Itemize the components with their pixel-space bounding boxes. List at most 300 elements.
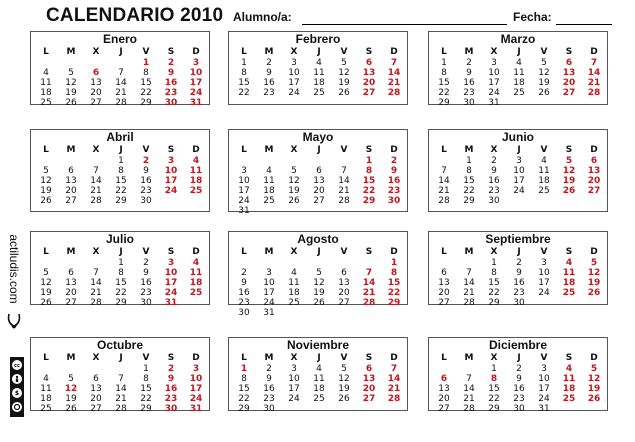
day: 29: [488, 298, 500, 308]
weekday-header: D: [192, 47, 200, 57]
month-abril: [30, 129, 210, 212]
day-holiday: 21: [362, 288, 376, 298]
month-octubre: [30, 337, 210, 414]
day: 4: [541, 156, 547, 166]
day: 10: [238, 176, 250, 186]
day: 1: [441, 58, 447, 68]
weekday-header: L: [43, 47, 49, 57]
day-holiday: 7: [390, 364, 398, 374]
weekday-header: X: [92, 145, 100, 155]
day: 18: [40, 88, 52, 98]
day: 9: [143, 268, 149, 278]
day-holiday: 3: [167, 156, 175, 166]
day: 23: [513, 288, 525, 298]
weekday-header: V: [340, 145, 348, 155]
day-holiday: 7: [365, 268, 373, 278]
day-holiday: 1: [365, 156, 373, 166]
day-holiday: 25: [562, 288, 576, 298]
day: 2: [466, 58, 472, 68]
day: 30: [488, 196, 500, 206]
day-holiday: 18: [562, 384, 576, 394]
day: 14: [90, 176, 102, 186]
day: 12: [40, 176, 52, 186]
day: 7: [118, 374, 124, 384]
day: 22: [463, 186, 475, 196]
weekday-header: L: [441, 247, 447, 257]
weekday-header: L: [43, 145, 49, 155]
day: 15: [238, 384, 250, 394]
day: 9: [143, 166, 149, 176]
weekday-header: J: [517, 145, 521, 155]
day: 14: [90, 278, 102, 288]
day-holiday: 21: [387, 78, 401, 88]
weekday-header: D: [192, 145, 200, 155]
svg-text:cc: cc: [14, 363, 20, 369]
weekday-header: V: [142, 47, 150, 57]
weekday-header: J: [119, 47, 123, 57]
day: 20: [90, 88, 102, 98]
student-name-line: [302, 24, 507, 25]
day: 16: [463, 78, 475, 88]
day-holiday: 10: [164, 166, 178, 176]
day: 13: [90, 78, 102, 88]
day: 29: [438, 98, 450, 108]
weekday-header: D: [192, 353, 200, 363]
weekday-header: S: [167, 353, 175, 363]
weekday-header: X: [490, 247, 498, 257]
day-holiday: 3: [192, 364, 200, 374]
day-holiday: 4: [192, 156, 200, 166]
day: 8: [466, 166, 472, 176]
day-holiday: 3: [167, 258, 175, 268]
day: 15: [140, 78, 152, 88]
day: 3: [266, 268, 272, 278]
day-holiday: 15: [362, 176, 376, 186]
weekday-header: L: [241, 47, 247, 57]
day: 17: [238, 186, 250, 196]
day-holiday: 19: [562, 176, 576, 186]
weekday-header: J: [317, 145, 321, 155]
day: 15: [438, 78, 450, 88]
weekday-header: V: [340, 353, 348, 363]
day-holiday: 18: [189, 278, 203, 288]
day-holiday: 27: [362, 88, 376, 98]
day: 7: [93, 166, 99, 176]
weekday-header: L: [43, 247, 49, 257]
day-holiday: 30: [164, 98, 178, 108]
weekday-header: D: [590, 353, 598, 363]
day: 11: [288, 278, 300, 288]
month-enero: [30, 31, 210, 108]
month-name: Mayo: [302, 130, 334, 144]
day: 29: [463, 196, 475, 206]
day: 20: [90, 394, 102, 404]
day: 29: [488, 404, 500, 414]
day-holiday: 28: [362, 298, 376, 308]
day: 9: [491, 166, 497, 176]
day-holiday: 18: [189, 176, 203, 186]
day: 22: [238, 394, 250, 404]
weekday-header: D: [192, 247, 200, 257]
day: 8: [491, 268, 497, 278]
day: 8: [143, 68, 149, 78]
weekday-header: S: [365, 247, 373, 257]
day-holiday: 14: [362, 278, 376, 288]
day-holiday: 2: [142, 156, 150, 166]
day: 20: [65, 288, 77, 298]
month-noviembre: [228, 337, 408, 414]
weekday-header: D: [390, 47, 398, 57]
weekday-header: J: [517, 47, 521, 57]
day: 19: [338, 384, 350, 394]
brand-sidebar: [4, 222, 24, 322]
weekday-header: S: [365, 47, 373, 57]
day-holiday: 12: [562, 166, 576, 176]
month-julio: [30, 231, 210, 308]
day: 8: [143, 374, 149, 384]
month-marzo: [428, 31, 608, 108]
day: 1: [466, 156, 472, 166]
day: 15: [115, 278, 127, 288]
day: 26: [538, 88, 550, 98]
day: 12: [40, 278, 52, 288]
day: 30: [140, 196, 152, 206]
day: 25: [40, 404, 52, 414]
day: 27: [90, 404, 102, 414]
day: 2: [491, 156, 497, 166]
day-holiday: 23: [387, 186, 401, 196]
day: 22: [140, 394, 152, 404]
day: 13: [438, 278, 450, 288]
day: 11: [40, 384, 52, 394]
day: 25: [263, 196, 275, 206]
weekday-header: L: [441, 353, 447, 363]
day-holiday: 3: [192, 58, 200, 68]
day: 9: [266, 374, 272, 384]
day: 1: [143, 364, 149, 374]
day: 13: [65, 176, 77, 186]
day: 4: [266, 166, 272, 176]
weekday-header: L: [441, 145, 447, 155]
day: 1: [491, 364, 497, 374]
day-holiday: 18: [562, 278, 576, 288]
day: 18: [263, 186, 275, 196]
day: 19: [313, 288, 325, 298]
day: 16: [238, 288, 250, 298]
day: 1: [118, 156, 124, 166]
day: 21: [90, 288, 102, 298]
month-name: Marzo: [500, 32, 536, 46]
day: 24: [538, 288, 550, 298]
day: 21: [463, 288, 475, 298]
weekday-header: M: [66, 47, 76, 57]
day-holiday: 20: [562, 78, 576, 88]
day: 23: [488, 186, 500, 196]
day: 19: [65, 394, 77, 404]
day: 3: [491, 58, 497, 68]
day: 28: [90, 196, 102, 206]
day: 8: [118, 166, 124, 176]
day-holiday: 19: [587, 278, 601, 288]
day: 23: [263, 394, 275, 404]
day: 27: [438, 404, 450, 414]
day: 18: [313, 384, 325, 394]
day: 1: [241, 58, 247, 68]
day-holiday: 31: [189, 98, 203, 108]
weekday-header: X: [290, 145, 298, 155]
day: 25: [313, 394, 325, 404]
day: 18: [513, 78, 525, 88]
day: 4: [291, 268, 297, 278]
day: 6: [341, 268, 347, 278]
day-holiday: 4: [192, 258, 200, 268]
day-holiday: 5: [590, 258, 598, 268]
weekday-header: S: [565, 247, 573, 257]
day: 16: [513, 278, 525, 288]
day-holiday: 25: [189, 186, 203, 196]
day-holiday: 9: [167, 68, 175, 78]
day-holiday: 12: [587, 268, 601, 278]
day: 29: [115, 196, 127, 206]
day: 4: [516, 58, 522, 68]
month-name: Octubre: [96, 338, 143, 352]
day-holiday: 10: [164, 268, 178, 278]
day: 25: [313, 88, 325, 98]
day-holiday: 7: [590, 58, 598, 68]
day: 30: [140, 298, 152, 308]
weekday-header: D: [390, 145, 398, 155]
month-name: Julio: [105, 232, 134, 246]
day-holiday: 16: [164, 384, 178, 394]
weekday-header: S: [167, 247, 175, 257]
date-label: Fecha:: [513, 10, 552, 24]
day-holiday: 25: [562, 394, 576, 404]
day-holiday: 24: [189, 88, 203, 98]
month-name: Agosto: [297, 232, 339, 246]
day-holiday: 27: [362, 394, 376, 404]
day: 1: [118, 258, 124, 268]
day: 27: [338, 298, 350, 308]
weekday-header: X: [92, 47, 100, 57]
day-holiday: 1: [390, 258, 398, 268]
day-holiday: 22: [387, 288, 401, 298]
day: 27: [313, 196, 325, 206]
day: 28: [115, 98, 127, 108]
day: 7: [466, 268, 472, 278]
day-holiday: 30: [164, 404, 178, 414]
weekday-header: L: [441, 47, 447, 57]
day: 31: [238, 206, 250, 216]
day: 26: [338, 88, 350, 98]
day: 15: [488, 384, 500, 394]
weekday-header: M: [264, 247, 274, 257]
weekday-header: M: [264, 47, 274, 57]
day: 29: [238, 404, 250, 414]
day: 5: [43, 166, 49, 176]
weekday-header: X: [490, 353, 498, 363]
day-holiday: 12: [587, 374, 601, 384]
day: 15: [238, 78, 250, 88]
day-holiday: 14: [587, 68, 601, 78]
day: 5: [316, 268, 322, 278]
day: 23: [513, 394, 525, 404]
day-holiday: 24: [164, 186, 178, 196]
day-holiday: 12: [64, 384, 78, 394]
weekday-header: M: [66, 145, 76, 155]
day: 7: [441, 166, 447, 176]
day-holiday: 6: [440, 374, 448, 384]
weekday-header: V: [142, 353, 150, 363]
day: 28: [115, 404, 127, 414]
day: 21: [90, 186, 102, 196]
weekday-header: D: [590, 47, 598, 57]
day-holiday: 15: [387, 278, 401, 288]
day: 20: [338, 288, 350, 298]
day: 18: [538, 176, 550, 186]
weekday-header: S: [565, 145, 573, 155]
day: 22: [488, 394, 500, 404]
day: 3: [541, 364, 547, 374]
day-holiday: 29: [387, 298, 401, 308]
day: 27: [438, 298, 450, 308]
day: 24: [288, 394, 300, 404]
day: 20: [65, 186, 77, 196]
day: 28: [463, 298, 475, 308]
day: 14: [115, 384, 127, 394]
weekday-header: M: [464, 353, 474, 363]
nc-icon: [12, 388, 22, 398]
weekday-header: M: [66, 247, 76, 257]
month-name: Junio: [502, 130, 534, 144]
day: 5: [541, 58, 547, 68]
day: 21: [115, 394, 127, 404]
day: 30: [463, 98, 475, 108]
weekday-header: V: [540, 47, 548, 57]
weekday-header: X: [92, 247, 100, 257]
day: 17: [288, 384, 300, 394]
day-holiday: 24: [164, 288, 178, 298]
day: 27: [90, 98, 102, 108]
weekday-header: S: [565, 47, 573, 57]
day: 2: [241, 268, 247, 278]
day: 19: [538, 78, 550, 88]
day: 9: [241, 278, 247, 288]
day: 16: [263, 384, 275, 394]
month-name: Diciembre: [488, 338, 548, 352]
day-holiday: 6: [92, 68, 100, 78]
day-holiday: 27: [587, 186, 601, 196]
day: 23: [140, 186, 152, 196]
day: 28: [463, 404, 475, 414]
day-holiday: 20: [362, 384, 376, 394]
weekday-header: V: [340, 47, 348, 57]
day: 8: [118, 268, 124, 278]
weekday-header: S: [365, 353, 373, 363]
month-name: Enero: [102, 32, 137, 46]
day-holiday: 31: [164, 298, 178, 308]
day-holiday: 23: [164, 88, 178, 98]
day: 6: [68, 268, 74, 278]
day-holiday: 17: [189, 384, 203, 394]
day-holiday: 19: [587, 384, 601, 394]
day: 9: [516, 268, 522, 278]
weekday-header: V: [340, 247, 348, 257]
day: 2: [266, 364, 272, 374]
day-holiday: 17: [189, 78, 203, 88]
svg-text:$: $: [14, 390, 20, 397]
day: 22: [140, 88, 152, 98]
weekday-header: X: [290, 47, 298, 57]
day-holiday: 2: [167, 58, 175, 68]
weekday-header: M: [464, 145, 474, 155]
day-holiday: 28: [387, 88, 401, 98]
day: 19: [40, 186, 52, 196]
day: 27: [65, 298, 77, 308]
weekday-header: V: [142, 145, 150, 155]
day: 2: [516, 364, 522, 374]
day: 12: [338, 374, 350, 384]
weekday-header: L: [241, 353, 247, 363]
day: 19: [40, 288, 52, 298]
brand-text: actiludis.com: [7, 234, 21, 304]
day-holiday: 11: [562, 374, 576, 384]
day: 10: [538, 268, 550, 278]
day-holiday: 26: [587, 288, 601, 298]
day: 17: [538, 278, 550, 288]
day: 5: [291, 166, 297, 176]
day: 11: [263, 176, 275, 186]
day: 25: [538, 186, 550, 196]
day-holiday: 9: [390, 166, 398, 176]
weekday-header: J: [517, 247, 521, 257]
day: 14: [463, 278, 475, 288]
day-holiday: 17: [164, 176, 178, 186]
day-holiday: 21: [587, 78, 601, 88]
day: 6: [93, 374, 99, 384]
day-holiday: 2: [167, 364, 175, 374]
weekday-header: V: [540, 353, 548, 363]
day: 2: [266, 58, 272, 68]
day: 31: [263, 308, 275, 318]
day: 28: [438, 196, 450, 206]
day-holiday: 24: [189, 394, 203, 404]
day: 4: [316, 364, 322, 374]
weekday-header: X: [290, 353, 298, 363]
day: 27: [65, 196, 77, 206]
day: 9: [266, 68, 272, 78]
day-holiday: 20: [587, 176, 601, 186]
day: 10: [488, 68, 500, 78]
date-line: [556, 24, 612, 25]
day: 18: [288, 288, 300, 298]
weekday-header: M: [264, 145, 274, 155]
weekday-header: V: [540, 145, 548, 155]
day: 23: [463, 88, 475, 98]
day: 16: [140, 278, 152, 288]
student-label: Alumno/a:: [233, 10, 292, 24]
weekday-header: J: [517, 353, 521, 363]
day: 3: [291, 58, 297, 68]
weekday-header: X: [92, 353, 100, 363]
day: 6: [316, 166, 322, 176]
day: 20: [438, 394, 450, 404]
day: 24: [238, 196, 250, 206]
day: 21: [438, 186, 450, 196]
day: 9: [516, 374, 522, 384]
day: 3: [541, 258, 547, 268]
day-holiday: 9: [167, 374, 175, 384]
day-holiday: 30: [387, 196, 401, 206]
